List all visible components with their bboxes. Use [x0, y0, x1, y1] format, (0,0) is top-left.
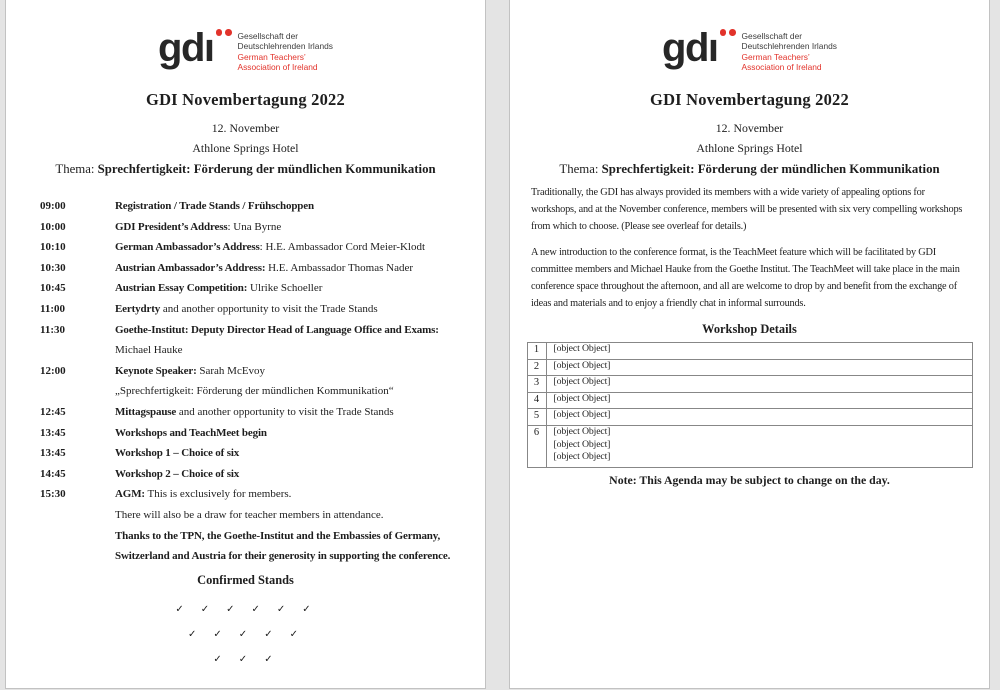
agenda-time: 12:45	[40, 405, 66, 418]
agenda-text-bold: Eertydrty	[115, 302, 161, 315]
workshop-row	[527, 409, 972, 426]
workshop-description: [object Object]	[553, 451, 611, 463]
workshop-description: [object Object]	[553, 376, 611, 388]
workshop-description: [object Object]	[553, 359, 611, 371]
agenda-text-rest: : Una Byrne	[227, 220, 282, 233]
check-icon: ✓	[213, 628, 222, 640]
gdi-logo	[510, 26, 989, 78]
agenda-item	[6, 423, 485, 444]
stand-item	[226, 603, 239, 615]
agenda-text	[115, 546, 450, 567]
agenda-item	[6, 484, 485, 505]
logo-text-line: German Teachers’	[741, 51, 810, 62]
agenda-time: 11:00	[40, 302, 66, 315]
agenda-note: Note: This Agenda may be subject to change on the day.	[609, 472, 890, 487]
agenda-text-bold: Registration / Trade Stands / Frühschoppen	[115, 200, 314, 212]
agenda-text-bold: Workshops and TeachMeet begin	[115, 426, 267, 439]
agenda-text	[115, 217, 281, 238]
workshop-description: [object Object]	[553, 425, 611, 437]
gdi-logo-dots-icon	[216, 29, 232, 36]
agenda-item	[6, 299, 485, 320]
agenda-text-rest: Sarah McEvoy	[196, 364, 266, 377]
gdi-wordmark	[662, 26, 733, 70]
agenda-text	[115, 464, 239, 485]
agenda-time: 10:10	[40, 241, 66, 254]
check-icon: ✓	[302, 603, 311, 615]
logo-text-block	[742, 26, 837, 73]
workshop-row	[527, 376, 972, 393]
agenda-text-bold: Mittagspause	[115, 405, 177, 418]
agenda-item	[6, 443, 485, 464]
agenda-item	[6, 402, 485, 423]
stand-item	[264, 653, 277, 665]
agenda-time: 12:00	[40, 364, 66, 377]
stand-item	[302, 603, 315, 615]
logo-text-line: Gesellschaft der	[741, 31, 803, 41]
red-dot-icon	[216, 29, 223, 36]
agenda-text-bold: Switzerland and Austria for their generosity in supporting the conference.	[115, 550, 451, 563]
agenda-item	[6, 381, 485, 402]
theme-label: Thema:	[55, 162, 98, 176]
agenda-text-bold: Goethe-Institut: Deputy Director Head of Language Office and Exams:	[115, 323, 439, 336]
stand-item	[277, 603, 290, 615]
stand-item	[201, 603, 214, 615]
check-icon: ✓	[276, 603, 286, 615]
workshop-description: [object Object]	[553, 392, 611, 404]
agenda-item	[6, 258, 485, 279]
agenda-text-rest: „Sprechfertigkeit: Förderung der mündlichen Kommunikation“	[115, 385, 394, 398]
agenda-time	[6, 546, 115, 567]
agenda-time: 10:45	[40, 282, 66, 295]
agenda-item	[6, 237, 485, 258]
check-icon: ✓	[264, 628, 273, 640]
workshop-description: [object Object]	[553, 343, 611, 354]
agenda-text	[115, 402, 394, 423]
document-page-2	[509, 0, 990, 689]
agenda-item	[6, 546, 485, 567]
logo-text-block	[238, 26, 333, 73]
workshop-details-heading: Workshop Details	[702, 322, 797, 336]
agenda-time: 13:45	[40, 447, 66, 460]
agenda-text-rest: This is exclusively for members.	[144, 488, 292, 501]
check-icon: ✓	[188, 628, 197, 640]
agenda-text	[115, 196, 314, 217]
workshop-number: 1	[527, 343, 546, 360]
document-page-1	[5, 0, 486, 689]
check-icon: ✓	[213, 653, 222, 665]
check-icon: ✓	[226, 603, 235, 615]
agenda-text-bold: Austrian Ambassador’s Address:	[115, 261, 266, 274]
agenda-text-bold: AGM:	[115, 488, 145, 501]
workshop-number: 6	[527, 425, 546, 467]
agenda-time	[6, 340, 115, 361]
agenda-time: 09:00	[40, 200, 66, 212]
agenda-time: 15:30	[40, 488, 66, 501]
agenda-item	[6, 361, 485, 382]
gdi-logo	[6, 26, 485, 78]
agenda-item	[6, 196, 485, 217]
theme-label: Thema:	[559, 162, 602, 176]
agenda-text	[115, 484, 291, 505]
gdi-wordmark-text: gdı	[158, 26, 214, 70]
paragraph: Traditionally, the GDI has always provided its members with a wide variety of appealing options for workshops, and at the November conference, members will be presented with six very compelling workshops from which to choose. (Please see overleaf for details.)	[531, 187, 963, 232]
workshop-table	[527, 342, 973, 468]
agenda-time: 13:45	[40, 426, 66, 439]
agenda-item	[6, 464, 485, 485]
agenda-text	[115, 237, 425, 258]
paragraph: A new introduction to the conference format, is the TeachMeet feature which will be facilitated by GDI committee members and Michael Hauke from the Goethe Institut. The TeachMeet will take place in the main conference space throughout the afternoon, and all are welcome to drop by and benefit from the exchange of ideas and materials and to enjoy a friendly chat in informal surrounds.	[531, 247, 960, 309]
stand-item	[213, 628, 226, 640]
agenda-time	[6, 381, 115, 402]
stands-row	[6, 647, 485, 672]
logo-text-line: Gesellschaft der	[237, 31, 299, 41]
stand-item	[252, 603, 265, 615]
agenda-text	[115, 526, 440, 547]
logo-text-line: Deutschlehrenden Irlands	[741, 41, 837, 52]
page-title: GDI Novembertagung 2022	[146, 90, 345, 109]
stand-item	[239, 653, 252, 665]
agenda-text-bold: Workshop 1 – Choice of six	[115, 447, 240, 460]
event-date: 12. November	[211, 121, 280, 135]
event-date: 12. November	[715, 121, 784, 135]
workshop-description: [object Object]	[553, 409, 611, 421]
theme-text: Sprechfertigkeit: Förderung der mündlichen Kommunikation	[601, 162, 940, 176]
stand-item	[188, 628, 201, 640]
agenda-text-bold: Thanks to the TPN, the Goethe-Institut and the Embassies of Germany,	[115, 529, 441, 542]
check-icon: ✓	[238, 653, 248, 665]
agenda-item	[6, 505, 485, 526]
check-icon: ✓	[200, 603, 210, 615]
agenda-text	[115, 278, 322, 299]
agenda-text	[115, 505, 383, 526]
stand-item	[290, 628, 303, 640]
agenda-text-rest: Michael Hauke	[115, 344, 183, 357]
event-theme	[6, 162, 485, 177]
agenda-text	[115, 443, 239, 464]
workshop-number: 3	[527, 376, 546, 393]
workshop-number: 2	[527, 359, 546, 376]
logo-text-line: Deutschlehrenden Irlands	[237, 41, 333, 52]
check-icon: ✓	[238, 628, 248, 640]
gdi-wordmark-text: gdı	[662, 26, 718, 70]
agenda-text-rest: and another opportunity to visit the Trade Stands	[176, 405, 394, 418]
agenda-item	[6, 526, 485, 547]
agenda-time	[6, 505, 115, 526]
confirmed-stands-heading: Confirmed Stands	[197, 572, 294, 587]
workshop-content	[546, 343, 972, 360]
stand-item	[239, 628, 252, 640]
agenda-text-bold: Workshop 2 – Choice of six	[115, 467, 240, 480]
agenda-text-rest: Ulrike Schoeller	[247, 282, 323, 295]
agenda-time: 14:45	[40, 467, 66, 480]
workshop-content	[546, 392, 972, 409]
agenda-text-rest: and another opportunity to visit the Trade Stands	[160, 302, 378, 315]
agenda-item	[6, 217, 485, 238]
check-icon: ✓	[251, 603, 260, 615]
confirmed-stands-list	[6, 597, 485, 672]
theme-text: Sprechfertigkeit: Förderung der mündlichen Kommunikation	[97, 162, 436, 176]
logo-text-line: Association of Ireland	[237, 62, 318, 73]
agenda-text-rest: H.E. Ambassador Thomas Nader	[265, 261, 414, 274]
intro-paragraphs	[510, 184, 989, 312]
agenda-text-rest: : H.E. Ambassador Cord Meier-Klodt	[259, 241, 426, 254]
agenda-text-bold: Keynote Speaker:	[115, 364, 197, 377]
page-title: GDI Novembertagung 2022	[650, 90, 849, 109]
check-icon: ✓	[264, 653, 273, 665]
event-venue: Athlone Springs Hotel	[696, 141, 803, 155]
agenda-time	[6, 526, 115, 547]
agenda-text	[115, 299, 378, 320]
agenda-text-bold: GDI President’s Address	[115, 220, 228, 233]
agenda-text	[115, 340, 183, 361]
agenda-item	[6, 340, 485, 361]
workshop-description: [object Object]	[553, 438, 611, 450]
agenda-text	[115, 423, 267, 444]
event-venue: Athlone Springs Hotel	[192, 141, 299, 155]
agenda-text	[115, 361, 265, 382]
workshop-row	[527, 392, 972, 409]
stand-item	[175, 603, 188, 615]
workshop-row	[527, 343, 972, 360]
workshop-row	[527, 425, 972, 467]
stands-row	[6, 597, 485, 622]
agenda-time: 11:30	[40, 323, 66, 336]
agenda-schedule	[6, 196, 485, 567]
stands-row	[6, 622, 485, 647]
agenda-item	[6, 278, 485, 299]
red-dot-icon	[720, 29, 727, 36]
agenda-time: 10:00	[40, 220, 66, 233]
logo-text-line: Association of Ireland	[741, 62, 822, 73]
agenda-text	[115, 381, 394, 402]
workshop-row	[527, 359, 972, 376]
workshop-content	[546, 425, 972, 467]
workshop-content	[546, 409, 972, 426]
workshop-number: 5	[527, 409, 546, 426]
agenda-text	[115, 258, 413, 279]
agenda-text-bold: Austrian Essay Competition:	[115, 282, 248, 295]
agenda-text-rest: There will also be a draw for teacher members in attendance.	[115, 508, 384, 521]
gdi-logo-dots-icon	[720, 29, 736, 36]
logo-text-line: German Teachers’	[237, 51, 306, 62]
check-icon: ✓	[175, 603, 184, 615]
red-dot-icon	[729, 29, 736, 36]
stand-item	[264, 628, 277, 640]
workshop-content	[546, 359, 972, 376]
event-theme	[510, 162, 989, 177]
stand-item	[213, 653, 226, 665]
agenda-item	[6, 320, 485, 341]
gdi-wordmark	[158, 26, 229, 70]
workshop-content	[546, 376, 972, 393]
workshop-number: 4	[527, 392, 546, 409]
red-dot-icon	[225, 29, 232, 36]
agenda-text-bold: German Ambassador’s Address	[115, 241, 260, 254]
agenda-text	[115, 320, 439, 341]
agenda-time: 10:30	[40, 261, 66, 274]
check-icon: ✓	[289, 628, 298, 640]
